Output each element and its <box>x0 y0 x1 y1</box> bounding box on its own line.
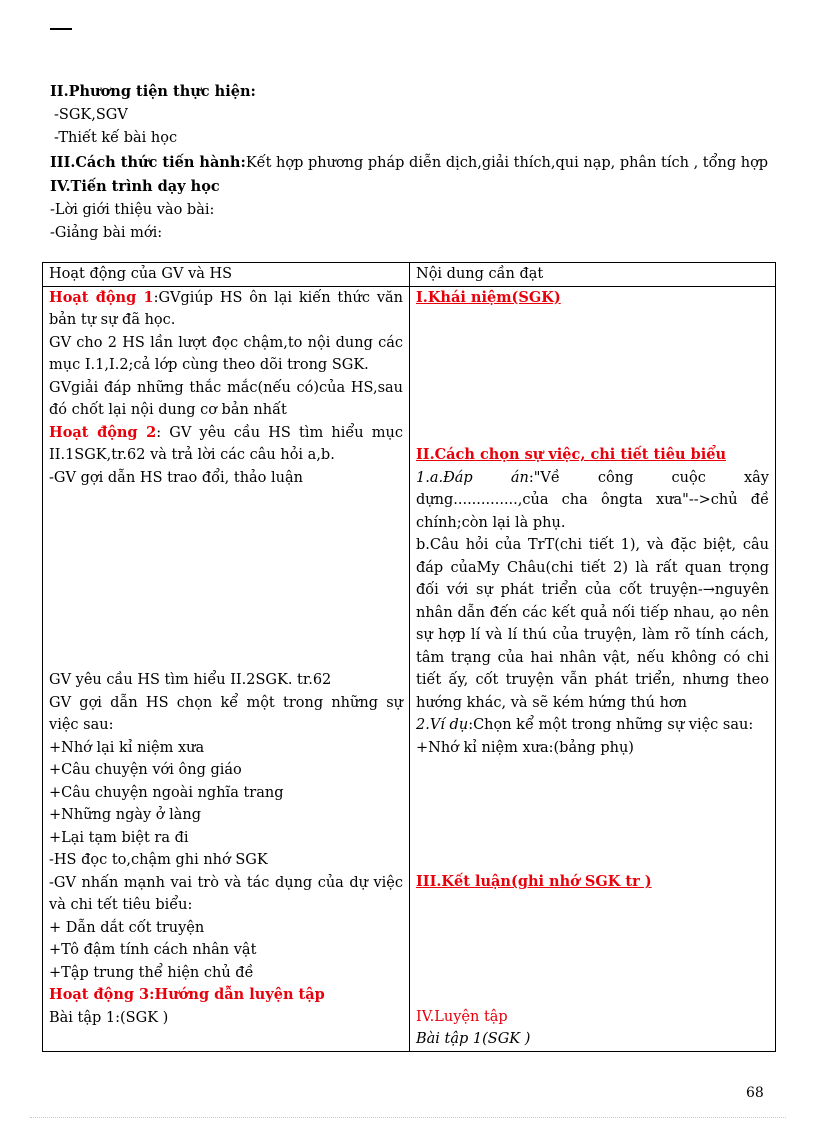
activity-2-label: Hoạt động 2 <box>49 423 157 441</box>
spacer <box>49 489 403 669</box>
section-2-title: II.Phương tiện thực hiện: <box>50 83 256 100</box>
content-4-title: IV.Luyện tập <box>416 1008 508 1025</box>
gv-line: +Lại tạm biệt ra đi <box>49 829 189 846</box>
gv-line: +Tô đậm tính cách nhân vật <box>49 942 257 958</box>
activity-1-line: GV cho 2 HS lần lượt đọc chậm,to nội dung các mục I.1,I.2;cả lớp cùng theo dõi trong SGK. <box>49 334 403 373</box>
gv-line: GV gợi dẫn HS chọn kể một trong những sự việc sau: <box>49 694 403 733</box>
content-2-example-label: 2.Ví dụ <box>416 717 469 733</box>
section-2-item: -Thiết kế bài học <box>54 130 178 146</box>
section-2-item: -SGK,SGV <box>54 106 128 123</box>
activity-2-line: -GV gợi dẫn HS trao đổi, thảo luận <box>49 469 303 486</box>
content-4-line: Bài tập 1(SGK ) <box>416 1031 531 1047</box>
section-3-line <box>50 151 790 176</box>
header-cell-left: Hoạt động của GV và HS <box>43 263 410 287</box>
activities-cell <box>43 286 410 1051</box>
activity-3-label: Hoạt động 3:Hướng dẫn luyện tập <box>49 986 325 1003</box>
section-4-title: IV.Tiến trình dạy học <box>50 178 220 195</box>
gv-line: +Câu chuyện với ông giáo <box>49 762 242 778</box>
content-2-example-text: :Chọn kể một trong những sự việc sau: <box>468 717 754 733</box>
table-header-row <box>43 263 776 287</box>
activity-1-label: Hoạt động 1 <box>49 288 154 306</box>
content-cell <box>410 286 776 1051</box>
activity-3-line: Bài tập 1:(SGK ) <box>49 1009 169 1026</box>
content-2-a <box>416 467 769 535</box>
footer-divider <box>30 1117 786 1118</box>
gv-line: +Câu chuyện ngoài nghĩa trang <box>49 784 284 801</box>
section-4-item: -Lời giới thiệu vào bài: <box>50 201 215 218</box>
header-cell-right: Nội dung cần đạt <box>410 263 776 287</box>
section-4-item: -Giảng bài mới: <box>50 225 163 241</box>
content-2-example-item: +Nhớ kỉ niệm xưa:(bảng phụ) <box>416 739 634 756</box>
gv-line: -GV nhấn mạnh vai trò và tác dụng của dự việc và chi tết tiêu biểu: <box>49 874 403 913</box>
document-header <box>50 80 790 246</box>
activity-2 <box>49 422 403 467</box>
page-number: 68 <box>746 1085 764 1101</box>
gv-line: + Dẫn dắt cốt truyện <box>49 919 205 936</box>
spacer <box>416 759 769 871</box>
section-3-title: III.Cách thức tiến hành: <box>50 153 246 171</box>
section-3-text: Kết hợp phương pháp diễn dịch,giải thích,qui nạp, phân tích , tổng hợp <box>245 154 769 171</box>
gv-line: +Những ngày ở làng <box>49 807 202 823</box>
lesson-table <box>42 262 776 1052</box>
content-2-b: b.Câu hỏi của TrT(chi tiết 1), và đặc biệt, câu đáp củaMy Châu(chi tiết 2) là rất quan trọng đối với sự phát triển của cốt truyện-→nguyên nhân dẫn đến các kết quả nối tiếp nhau, ạo nên sự hợp lí và lí thú của truyện, làm rõ tính cách, tâm trạng của hai nhân vật, nếu không có chi tiết ấy, cốt truyện vẫn phát triển, nhưng theo hướng khác, và sẽ kém hứng thú hơn <box>416 537 769 711</box>
content-2-a-label: 1.a.Đáp án <box>416 469 529 486</box>
content-1-title: I.Khái niệm(SGK) <box>416 288 561 306</box>
gv-line: -HS đọc to,chậm ghi nhớ SGK <box>49 852 268 868</box>
top-dash <box>50 28 72 30</box>
activity-1-line: GVgiải đáp những thắc mắc(nếu có)của HS,sau đó chốt lại nội dung cơ bản nhất <box>49 379 403 418</box>
spacer <box>416 309 769 444</box>
content-2-title: II.Cách chọn sự việc, chi tiết tiêu biểu <box>416 446 726 463</box>
content-2-example <box>416 714 769 737</box>
activity-2-text: : GV yêu cầu HS tìm hiểu mục II.1SGK,tr.62 và trả lời các câu hỏi a,b. <box>49 424 403 463</box>
table-body-row <box>43 286 776 1051</box>
spacer <box>416 894 769 1006</box>
gv-line: +Tập trung thể hiện chủ đề <box>49 964 254 981</box>
activity-1 <box>49 287 403 332</box>
content-2-a-text: :"Về công cuộc xây dựng..............,của cha ôngta xưa"-->chủ đề chính;còn lại là phụ. <box>416 469 769 531</box>
gv-line: +Nhớ lại kỉ niệm xưa <box>49 739 205 756</box>
gv-line: GV yêu cầu HS tìm hiểu II.2SGK. tr.62 <box>49 672 332 688</box>
activity-1-text: :GVgiúp HS ôn lại kiến thức văn bản tự sự đã học. <box>49 289 404 328</box>
content-3-title: III.Kết luận(ghi nhớ SGK tr ) <box>416 873 652 890</box>
